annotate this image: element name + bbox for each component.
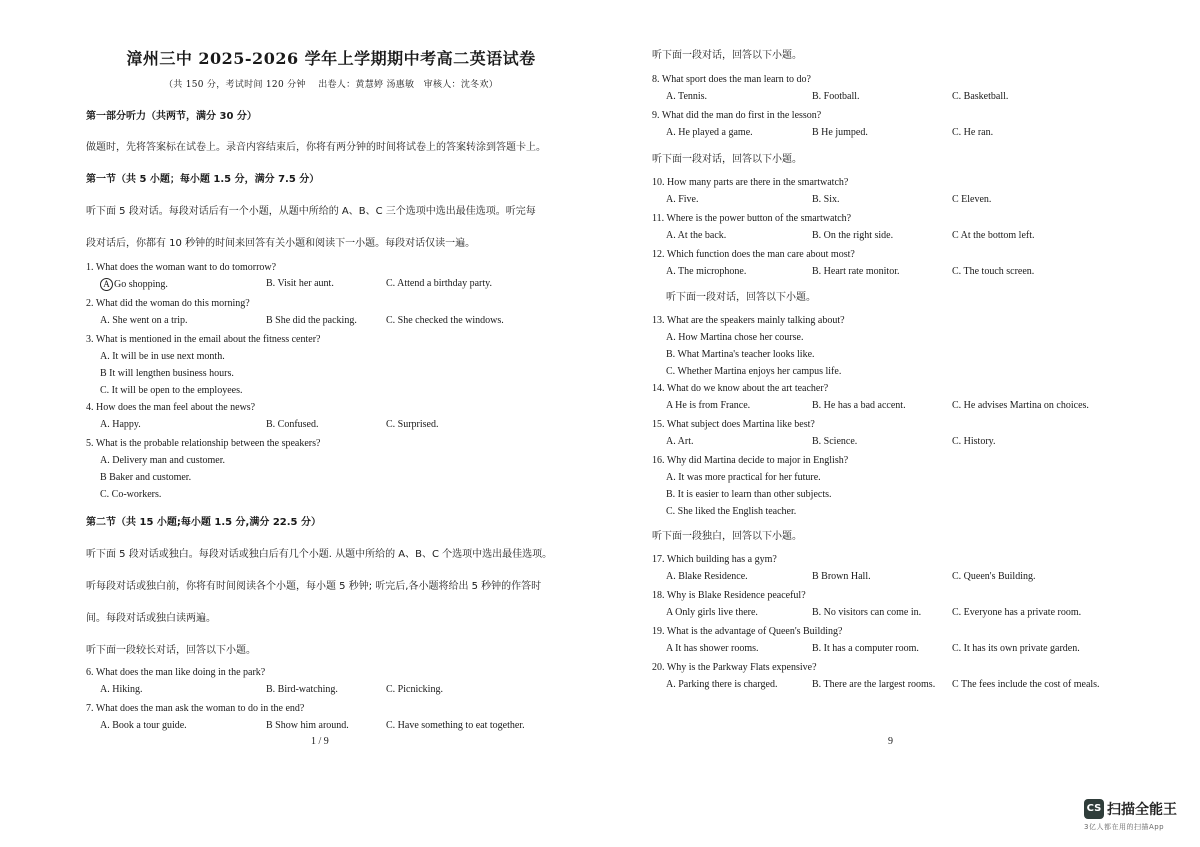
question-19-option-a[interactable]: A It has shower rooms.: [666, 643, 759, 654]
question-7-option-c[interactable]: C. Have something to eat together.: [386, 720, 525, 731]
question-2-options: [100, 315, 556, 328]
question-13-option-a[interactable]: A. How Martina chose her course.: [666, 332, 804, 343]
left-page-number: 1 / 9: [311, 736, 329, 747]
question-4-option-b[interactable]: B. Confused.: [266, 419, 319, 430]
question-9-stem: 9. What did the man do first in the lesson?: [652, 110, 822, 121]
question-17-option-b[interactable]: B Brown Hall.: [812, 571, 871, 582]
question-13-stem: 13. What are the speakers mainly talking about?: [652, 315, 845, 326]
question-15-option-b[interactable]: B. Science.: [812, 436, 858, 447]
question-6-option-a[interactable]: A. Hiking.: [100, 684, 143, 695]
question-1-options: [100, 278, 556, 291]
section2-heading: 第二节（共 15 小题;每小题 1.5 分,满分 22.5 分）: [86, 517, 321, 528]
question-13-option-c[interactable]: C. Whether Martina enjoys her campus life.: [666, 366, 842, 377]
question-12-option-c[interactable]: C. The touch screen.: [952, 266, 1035, 277]
question-9-option-a[interactable]: A. He played a game.: [666, 127, 753, 138]
question-3-stem: 3. What is mentioned in the email about the fitness center?: [86, 334, 321, 345]
section1-heading: 第一节（共 5 小题；每小题 1.5 分，满分 7.5 分）: [86, 174, 320, 185]
question-17-options: [666, 571, 1122, 584]
question-9-options: [666, 127, 1122, 140]
question-11-option-b[interactable]: B. On the right side.: [812, 230, 894, 241]
question-6-options: [100, 684, 556, 697]
left-column: [86, 46, 556, 733]
question-15-stem: 15. What subject does Martina like best?: [652, 419, 815, 430]
question-8-stem: 8. What sport does the man learn to do?: [652, 74, 811, 85]
question-12-option-b[interactable]: B. Heart rate monitor.: [812, 266, 900, 277]
question-9-option-b[interactable]: B He jumped.: [812, 127, 868, 138]
question-11-option-a[interactable]: A. At the back.: [666, 230, 727, 241]
question-4-option-c[interactable]: C. Surprised.: [386, 419, 439, 430]
question-1-option-a[interactable]: [100, 278, 168, 291]
question-5-option-c[interactable]: C. Co-workers.: [100, 489, 162, 500]
question-11-stem: 11. Where is the power button of the smartwatch?: [652, 213, 852, 224]
question-2-option-c[interactable]: C. She checked the windows.: [386, 315, 504, 326]
question-7-option-a[interactable]: A. Book a tour guide.: [100, 720, 187, 731]
monologue-prompt: 听下面一段独白，回答以下小题。: [652, 531, 802, 542]
question-16-stem: 16. Why did Martina decide to major in English?: [652, 455, 849, 466]
question-8-option-b[interactable]: B. Football.: [812, 91, 860, 102]
question-15-option-c[interactable]: C. History.: [952, 436, 996, 447]
part1-heading: 第一部分听力（共两节，满分 30 分）: [86, 111, 257, 122]
question-14-option-c[interactable]: C. He advises Martina on choices.: [952, 400, 1089, 411]
question-18-option-b[interactable]: B. No visitors can come in.: [812, 607, 922, 618]
question-9-option-c[interactable]: C. He ran.: [952, 127, 994, 138]
question-16-option-b[interactable]: B. It is easier to learn than other subjects.: [666, 489, 832, 500]
question-20-stem: 20. Why is the Parkway Flats expensive?: [652, 662, 817, 673]
section2-instruction-2: 听每段对话或独白前，你将有时间阅读各个小题，每小题 5 秒钟; 听完后,各小题将给出 5 秒钟的作答时: [86, 581, 542, 592]
right-page-number: 9: [888, 736, 893, 747]
dialogue-prompt-2: 听下面一段对话，回答以下小题。: [652, 154, 802, 165]
question-1-option-b[interactable]: B. Visit her aunt.: [266, 278, 334, 289]
question-10-stem: 10. How many parts are there in the smartwatch?: [652, 177, 849, 188]
question-5-option-b[interactable]: B Baker and customer.: [100, 472, 192, 483]
brand-name: 扫描全能王: [1107, 801, 1177, 818]
right-column: [652, 46, 1122, 692]
exam-subtitle: （共 150 分，考试时间 120 分钟 出卷人：黄慧婷 汤惠敏 审核人：沈冬欢）: [163, 80, 499, 90]
question-8-option-a[interactable]: A. Tennis.: [666, 91, 708, 102]
question-6-option-b[interactable]: B. Bird-watching.: [266, 684, 338, 695]
question-1-option-c[interactable]: C. Attend a birthday party.: [386, 278, 492, 289]
question-17-option-a[interactable]: A. Blake Residence.: [666, 571, 748, 582]
question-12-options: [666, 266, 1122, 279]
question-15-option-a[interactable]: A. Art.: [666, 436, 694, 447]
question-17-option-c[interactable]: C. Queen's Building.: [952, 571, 1036, 582]
question-11-options: [666, 230, 1122, 243]
question-17-stem: 17. Which building has a gym?: [652, 554, 777, 565]
question-16-option-c[interactable]: C. She liked the English teacher.: [666, 506, 797, 517]
question-15-options: [666, 436, 1122, 449]
question-20-options: [666, 679, 1122, 692]
section1-instruction-2: 段对话后，你都有 10 秒钟的时间来回答有关小题和阅读下一小题。每段对话仅读一遍。: [86, 238, 476, 249]
question-5-stem: 5. What is the probable relationship between the speakers?: [86, 438, 321, 449]
section2-instruction-3: 间。每段对话或独白读两遍。: [86, 613, 216, 624]
question-7-options: [100, 720, 556, 733]
question-10-option-b[interactable]: B. Six.: [812, 194, 840, 205]
question-14-options: [666, 400, 1122, 413]
question-18-option-a[interactable]: A Only girls live there.: [666, 607, 758, 618]
answer-circle-mark: A: [100, 278, 113, 291]
question-3-option-c[interactable]: C. It will be open to the employees.: [100, 385, 243, 396]
question-4-options: [100, 419, 556, 432]
section1-instruction-1: 听下面 5 段对话。每段对话后有一个小题，从题中所给的 A、B、C 三个选项中选出最佳选项。听完每: [86, 206, 536, 217]
question-14-option-a[interactable]: A He is from France.: [666, 400, 751, 411]
question-7-option-b[interactable]: B Show him around.: [266, 720, 349, 731]
question-18-option-c[interactable]: C. Everyone has a private room.: [952, 607, 1082, 618]
question-14-stem: 14. What do we know about the art teacher?: [652, 383, 829, 394]
question-18-options: [666, 607, 1122, 620]
question-8-options: [666, 91, 1122, 104]
question-14-option-b[interactable]: B. He has a bad accent.: [812, 400, 906, 411]
camscanner-logo-icon: CS: [1084, 799, 1104, 819]
question-7-stem: 7. What does the man ask the woman to do in the end?: [86, 703, 305, 714]
question-19-option-b[interactable]: B. It has a computer room.: [812, 643, 919, 654]
question-13-option-b[interactable]: B. What Martina's teacher looks like.: [666, 349, 815, 360]
question-16-option-a[interactable]: A. It was more practical for her future.: [666, 472, 821, 483]
question-6-stem: 6. What does the man like doing in the park?: [86, 667, 266, 678]
question-6-option-c[interactable]: C. Picnicking.: [386, 684, 443, 695]
question-20-option-c[interactable]: C The fees include the cost of meals.: [952, 679, 1100, 690]
question-12-stem: 12. Which function does the man care about most?: [652, 249, 855, 260]
question-19-option-c[interactable]: C. It has its own private garden.: [952, 643, 1080, 654]
question-10-option-a[interactable]: A. Five.: [666, 194, 699, 205]
question-3-option-a[interactable]: A. It will be in use next month.: [100, 351, 225, 362]
long-dialogue-prompt: 听下面一段较长对话，回答以下小题。: [86, 645, 256, 656]
exam-title: 漳州三中 2025-2026 学年上学期期中考高二英语试卷: [126, 49, 536, 68]
question-1-stem: 1. What does the woman want to do tomorrow?: [86, 262, 277, 273]
question-10-option-c[interactable]: C Eleven.: [952, 194, 992, 205]
dialogue-prompt-3: 听下面一段对话，回答以下小题。: [666, 292, 816, 303]
question-3-option-b[interactable]: B It will lengthen business hours.: [100, 368, 234, 379]
question-19-options: [666, 643, 1122, 656]
question-2-stem: 2. What did the woman do this morning?: [86, 298, 250, 309]
question-12-option-a[interactable]: A. The microphone.: [666, 266, 747, 277]
question-20-option-a[interactable]: A. Parking there is charged.: [666, 679, 778, 690]
question-19-stem: 19. What is the advantage of Queen's Building?: [652, 626, 843, 637]
brand-tagline: 3亿人都在用的扫描App: [1084, 822, 1165, 831]
question-18-stem: 18. Why is Blake Residence peaceful?: [652, 590, 806, 601]
scanner-watermark: [1084, 798, 1194, 832]
question-11-option-c[interactable]: C At the bottom left.: [952, 230, 1035, 241]
part1-instruction: 做题时，先将答案标在试卷上。录音内容结束后，你将有两分钟的时间将试卷上的答案转涂到答题卡上。: [86, 142, 546, 153]
question-4-stem: 4. How does the man feel about the news?: [86, 402, 256, 413]
question-2-option-b[interactable]: B She did the packing.: [266, 315, 357, 326]
question-8-option-c[interactable]: C. Basketball.: [952, 91, 1009, 102]
question-5-option-a[interactable]: A. Delivery man and customer.: [100, 455, 225, 466]
section2-instruction-1: 听下面 5 段对话或独白。每段对话或独白后有几个小题. 从题中所给的 A、B、C 个选项中选出最佳选项。: [86, 549, 553, 560]
question-4-option-a[interactable]: A. Happy.: [100, 419, 141, 430]
question-2-option-a[interactable]: A. She went on a trip.: [100, 315, 188, 326]
question-10-options: [666, 194, 1122, 207]
question-20-option-b[interactable]: B. There are the largest rooms.: [812, 679, 936, 690]
question-1-option-a-text: Go shopping.: [114, 279, 168, 290]
dialogue-prompt-1: 听下面一段对话，回答以下小题。: [652, 50, 802, 61]
